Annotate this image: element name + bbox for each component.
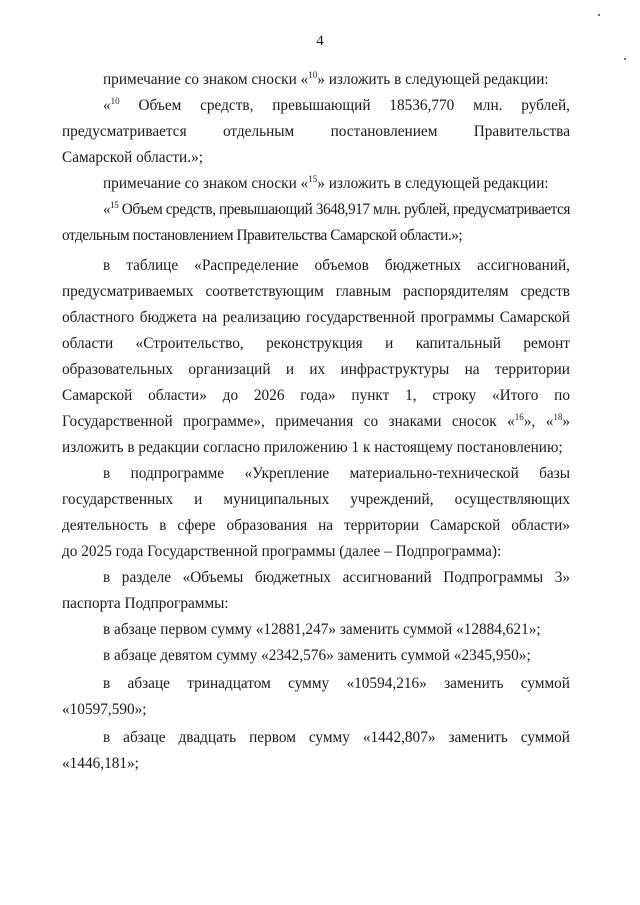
text-line: Государственной программе», примечания со знаками сносок «$^{16}$», «$^{18}$» xyxy=(62,412,570,430)
text-line: в таблице «Распределение объемов бюджетных ассигнований, xyxy=(103,257,570,274)
text-line: до 2025 года Государственной программы (далее – Подпрограмма): xyxy=(62,543,502,560)
footnote-mark: 16 xyxy=(514,412,524,422)
text-line: в абзаце двадцать первом сумму «1442,807» заменить суммой xyxy=(103,729,570,746)
text-line: паспорта Подпрограммы: xyxy=(62,595,229,612)
text-line: «$^{15}$ Объем средств, превышающий 3648,917 млн. рублей, предусматривается xyxy=(103,200,570,218)
text-line: изложить в редакции согласно приложению 1 к настоящему постановлению; xyxy=(62,439,563,456)
footnote-mark: 15 xyxy=(308,174,318,184)
text-line: предусматривается отдельным постановлением Правительства xyxy=(62,123,570,140)
text-line: примечание со знаком сноски «$^{10}$» изложить в следующей редакции: xyxy=(103,70,549,88)
text-line: в подпрограмме «Укрепление материально-технической базы xyxy=(103,465,570,482)
footnote-mark: 10 xyxy=(110,96,120,106)
text-line: «1446,181»; xyxy=(62,755,139,772)
text-line: в абзаце первом сумму «12881,247» заменить суммой «12884,621»; xyxy=(103,621,541,638)
scan-speck xyxy=(598,14,600,16)
text-line: «10597,590»; xyxy=(62,701,147,718)
text-line: примечание со знаком сноски «$^{15}$» изложить в следующей редакции: xyxy=(103,174,549,192)
text-line: предусматриваемых соответствующим главным распорядителям средств xyxy=(62,283,570,300)
text-line: Самарской области.»; xyxy=(62,149,203,166)
text-line: областного бюджета на реализацию государственной программы Самарской xyxy=(62,309,570,326)
text-line: «$^{10}$ Объем средств, превышающий 18536,770 млн. рублей, xyxy=(103,96,570,114)
text-line: отдельным постановлением Правительства Самарской области.»; xyxy=(62,227,463,244)
footnote-mark: 15 xyxy=(110,200,119,210)
footnote-mark: 10 xyxy=(308,70,318,80)
text-line: Самарской области» до 2026 года» пункт 1, строку «Итого по xyxy=(62,387,570,404)
page-number: 4 xyxy=(316,33,324,49)
text-line: в абзаце тринадцатом сумму «10594,216» заменить суммой xyxy=(103,675,570,692)
text-line: деятельность в сфере образования на территории Самарской области» xyxy=(62,517,570,534)
text-line: области «Строительство, реконструкция и капитальный ремонт xyxy=(62,335,570,352)
text-line: в разделе «Объемы бюджетных ассигнований Подпрограммы 3» xyxy=(103,569,570,586)
text-line: образовательных организаций и их инфраструктуры на территории xyxy=(62,361,570,378)
footnote-mark: 18 xyxy=(553,412,563,422)
text-line: в абзаце девятом сумму «2342,576» заменить суммой «2345,950»; xyxy=(103,647,531,664)
scan-speck xyxy=(624,58,626,60)
text-line: государственных и муниципальных учреждений, осуществляющих xyxy=(62,491,570,508)
